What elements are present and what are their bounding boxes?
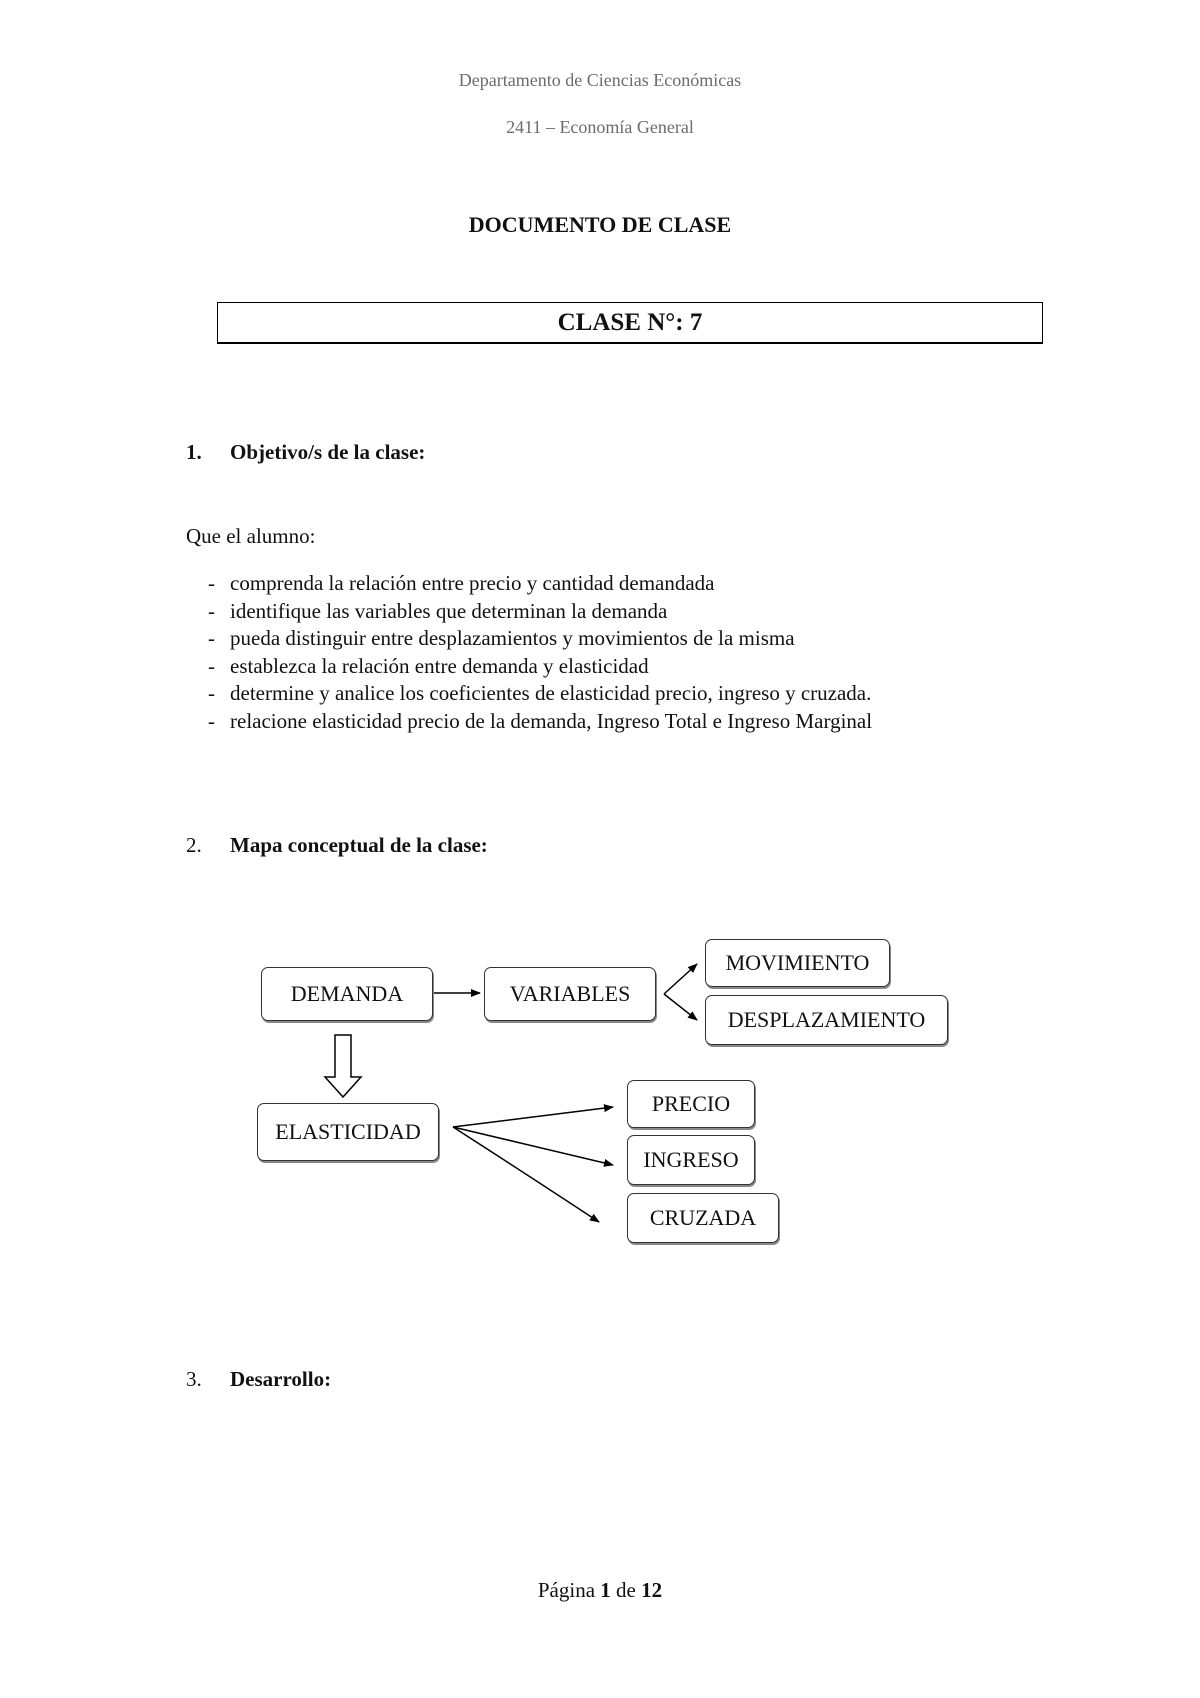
node-elasticidad: ELASTICIDAD: [257, 1103, 439, 1161]
arrow-elasticidad-precio: [453, 1107, 613, 1127]
list-dash: -: [208, 626, 215, 651]
list-dash: -: [208, 653, 215, 678]
list-dash: -: [208, 598, 215, 623]
section-title: Mapa conceptual de la clase:: [230, 833, 488, 857]
arrow-elasticidad-ingreso: [453, 1127, 613, 1165]
page-footer: [0, 1578, 1200, 1603]
objectives-intro: Que el alumno:: [186, 524, 316, 548]
objective-text: identifique las variables que determinan la demanda: [230, 598, 668, 623]
total-pages: 12: [641, 1578, 663, 1602]
node-precio: PRECIO: [627, 1080, 755, 1128]
list-dash: -: [208, 708, 215, 733]
list-dash: -: [208, 571, 215, 595]
node-cruzada: CRUZADA: [627, 1193, 779, 1243]
current-page: 1: [600, 1578, 611, 1602]
list-dash: -: [208, 681, 215, 706]
section-number: 2.: [186, 833, 202, 857]
node-ingreso: INGRESO: [627, 1135, 755, 1185]
node-variables: VARIABLES: [484, 967, 656, 1021]
course-header: 2411 – Economía General: [506, 117, 694, 137]
node-demanda: DEMANDA: [261, 967, 433, 1021]
objective-text: determine y analice los coeficientes de elasticidad precio, ingreso y cruzada.: [230, 681, 872, 706]
arrow-variables-desplazamiento: [664, 994, 697, 1020]
node-movimiento: MOVIMIENTO: [705, 939, 890, 987]
section-number: 1.: [186, 440, 202, 464]
section-title: Desarrollo:: [230, 1367, 332, 1391]
objective-text: relacione elasticidad precio de la demanda, Ingreso Total e Ingreso Marginal: [230, 708, 873, 733]
objective-text: comprenda la relación entre precio y cantidad demandada: [230, 571, 715, 595]
section-desarrollo-heading: [186, 1367, 331, 1392]
section-number: 3.: [186, 1367, 202, 1391]
document-title: DOCUMENTO DE CLASE: [468, 212, 732, 237]
objective-text: pueda distinguir entre desplazamientos y movimientos de la misma: [230, 626, 795, 651]
page-label: Página: [537, 1578, 596, 1602]
node-desplazamiento: DESPLAZAMIENTO: [705, 995, 948, 1045]
class-number-box: CLASE N°: 7: [217, 302, 1043, 343]
department-header: Departamento de Ciencias Económicas: [458, 70, 742, 90]
page-of-label: de: [616, 1578, 636, 1602]
arrow-elasticidad-cruzada: [453, 1127, 599, 1222]
arrow-demanda-elasticidad: [325, 1035, 361, 1097]
arrow-variables-movimiento: [664, 964, 697, 994]
section-title: Objetivo/s de la clase:: [230, 440, 426, 464]
objective-text: establezca la relación entre demanda y elasticidad: [230, 653, 649, 678]
